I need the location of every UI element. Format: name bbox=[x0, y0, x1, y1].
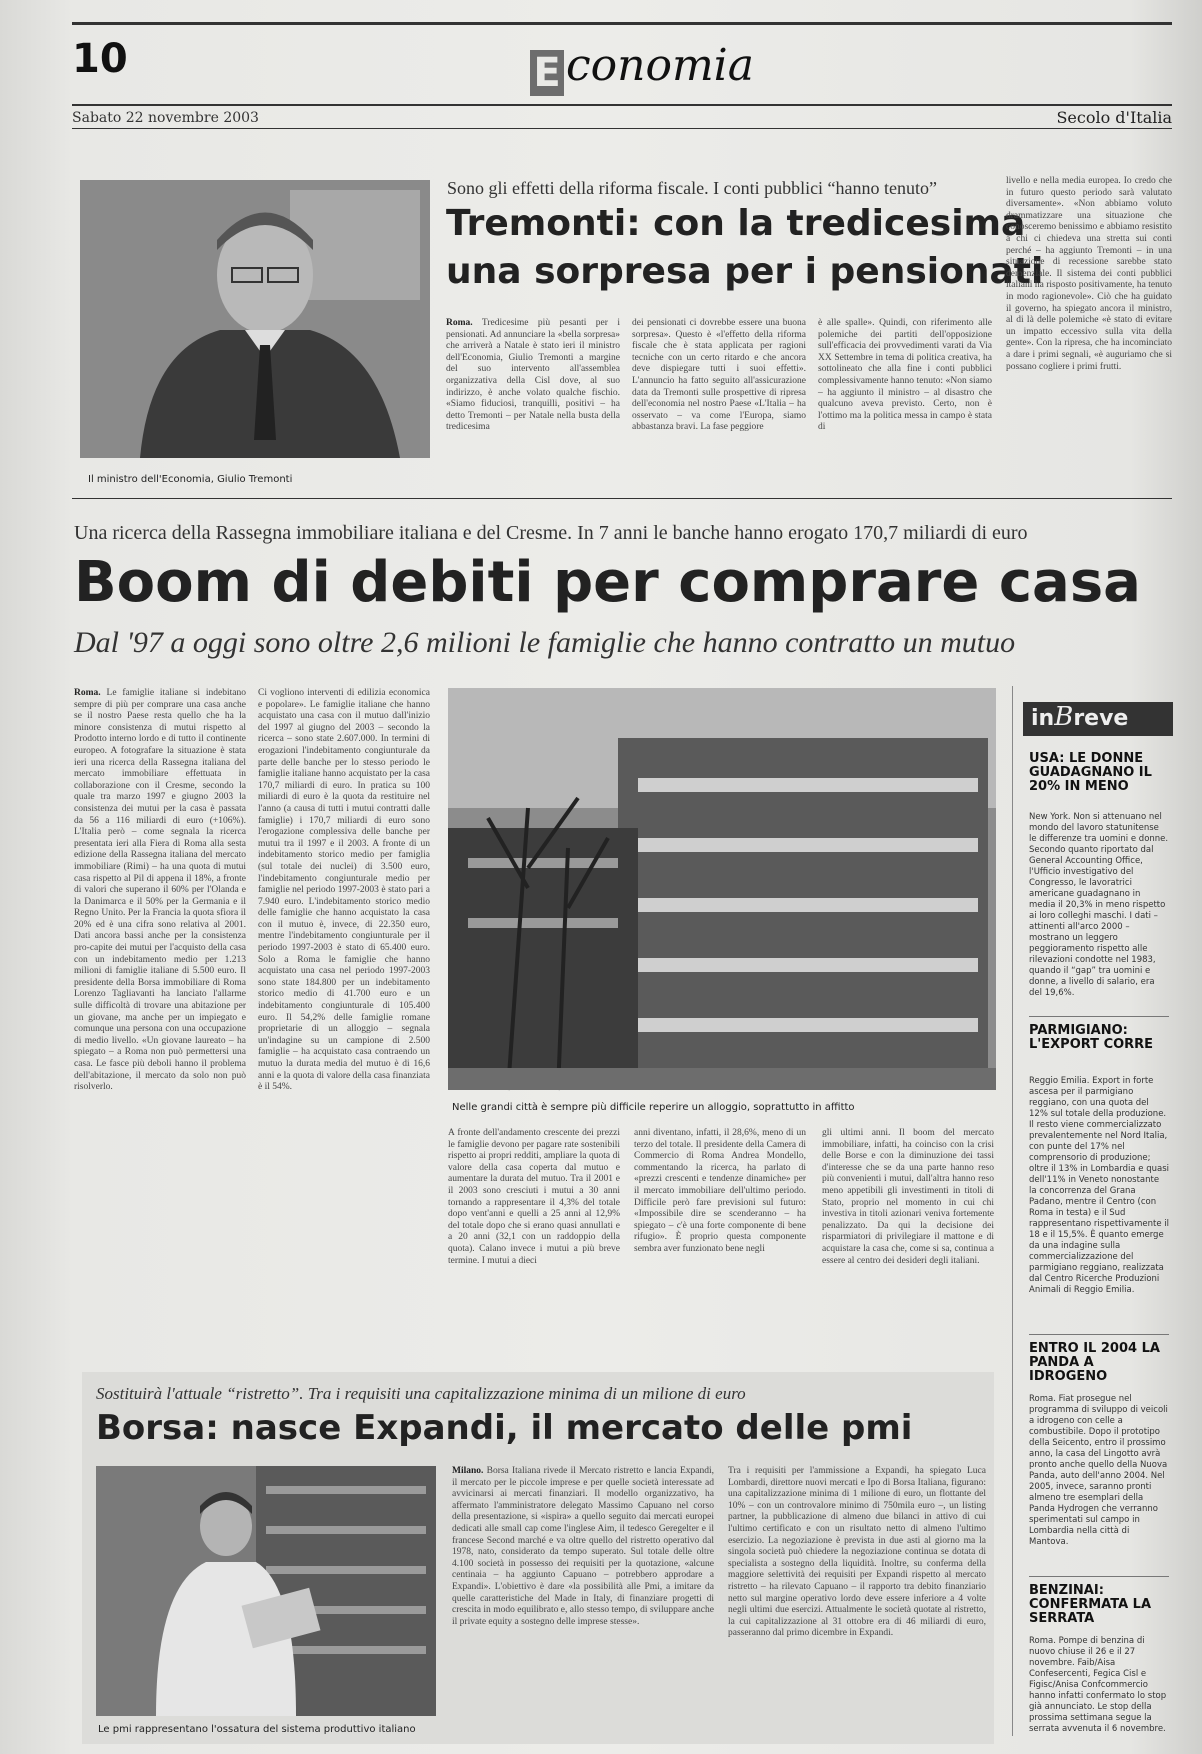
mortgage-headline: Boom di debiti per comprare casa bbox=[74, 550, 1141, 615]
tremonti-headline-line1: Tremonti: con la tredicesima bbox=[446, 203, 1026, 244]
tremonti-kicker: Sono gli effetti della riforma fiscale. I conti pubblici “hanno tenuto” bbox=[447, 178, 938, 198]
mortgage-dateline: Roma. bbox=[74, 688, 101, 698]
newspaper-name: Secolo d'Italia bbox=[1056, 108, 1172, 127]
tremonti-column-1 bbox=[446, 318, 620, 480]
tremonti-photo-caption: Il ministro dell'Economia, Giulio Tremonti bbox=[88, 474, 293, 485]
worker-illustration bbox=[96, 1466, 436, 1716]
inbreve-label bbox=[1023, 702, 1173, 736]
inbreve-sidebar bbox=[1012, 686, 1177, 1736]
mortgage-column-3: A fronte dell'andamento crescente dei prezzi le famiglie devono per pagare rate sostenibili rispetto ai propri redditi, ampliare la quota di valore della casa coperta dal mutuo e aumentare la durata del mutuo. Tra il 2001 e il 2003 sono cresciuti i mutui a 30 anni tornando a rappresentare il 4,3% del totale dopo vent'anni e quelli a 25 anni al 12,9% del totale dopo che si erano quasi annullati e a 20 anni (32,1 con un raddoppio della quota). Calano invece i mutui a più breve termine. I mutui a dieci bbox=[448, 1128, 620, 1266]
brief-text-benzinai: Roma. Pompe di benzina di nuovo chiuse il 26 e il 27 novembre. Faib/Aisa Confesercenti, Fegica Cisl e Figisc/Anisa Confcommercio hanno infatti confermato lo stop già annunciato. Le stop della prossima settimana segue la serrata avvenuta il 6 novembre. bbox=[1029, 1636, 1167, 1734]
top-rule bbox=[72, 22, 1172, 25]
tremonti-dateline: Roma. bbox=[446, 318, 473, 328]
tremonti-column-2: dei pensionati ci dovrebbe essere una buona sorpresa». Questo è «l'effetto della riforma fiscale che è stata applicata per ragioni tecniche con un certo ritardo e che ancora deve dispiegare tutti i suoi effetti». L'annuncio ha fatto seguito all'assicurazione data da Tremonti sulle prospettive di ripresa dell'economia nel nostro Paese «L'Italia – ha osservato – va come l'Europa, siamo abbastanza bravi. La fase peggiore bbox=[632, 318, 806, 433]
portrait-illustration bbox=[80, 180, 430, 458]
brief-divider-1 bbox=[1029, 1016, 1169, 1017]
mortgage-column-2: Ci vogliono interventi di edilizia economica e popolare». Le famiglie italiane che hanno acquistato una casa con il mutuo dall'inizio del 1997 al giugno del 2003 – secondo la ricerca – sono state 2.607.000. In termini di erogazioni l'indebitamento congiunturale da parte delle banche per lo stesso periodo le famiglie italiane hanno acquistato per la casa 170,7 miliardi di euro. In pratica su 100 miliardi di euro è la quota da restituire nel l'anno (a causa di tutti i mutui contratti dalle famiglie) i 170,7 miliardi di euro sono l'erogazione complessiva delle banche per mutui tra il 1997 e il 2003. A fronte di un indebitamento storico medio per famiglia (sul totale dei nuclei) di 3.500 euro, l'indebitamento congiunturale medio per famiglie nel periodo 1997-2003 è stato pari a 7.940 euro. L'indebitamento storico medio delle famiglie che hanno acquistato la casa con il mutuo è, invece, di 22.350 euro, mentre l'indebitamento congiunturale per il periodo 1997-2003 è stato di 65.400 euro. Solo a Roma le famiglie che hanno acquistato una casa nel periodo 1997-2003 sono state 184.800 per un indebitamento storico medio di 41.700 euro e un indebitamento congiunturale di 105.400 euro. Il 54,2% delle famiglie romane proprietarie di un alloggio – segnala un'indagine su un campione di 2.500 famiglie – ha acquistato casa contraendo un mutuo la durata media del mutuo è di 16,6 anni e la quota di valore della casa finanziata è il 54%. bbox=[258, 688, 430, 1093]
brief-title-panda: ENTRO IL 2004 LA PANDA A IDROGENO bbox=[1029, 1341, 1160, 1384]
tremonti-headline-line2: una sorpresa per i pensionati bbox=[446, 251, 1044, 292]
mortgage-column-1-text: Le famiglie italiane si indebitano sempre di più per comprare una casa anche se il nostro Paese resta quello che ha la minore consistenza di mutui rispetto al Prodotto interno lordo e di tutto il continente europeo. A fotografare la situazione è stata ieri una ricerca della Rassegna italiana del mercato immobiliare effettuata in collaborazione con il Cresme, secondo la quale tra marzo 1997 e giugno 2003 la consistenza dei mutui per la casa è passata da 56 a 116 miliardi di euro (+106%). L'Italia però – come segnala la ricerca presentata ieri alla Fiera di Roma alla sesta edizione della Rassegna italiana del mercato immobiliare (Rimi) – ha una quota di mutui casa rispetto al Pil di appena il 18%, a fronte di valori che superano il 60% per l'Olanda e la Danimarca e il 50% per la Germania e il Regno Unito. Per la Francia la quota sfiora il 20% ed è una cifra sono relativa al 2001. Dati ancora bassi anche per la consistenza pro-capite dei mutui per l'acquisto della casa con un indebitamento medio per 1.213 milioni di famiglie italiane di 5.500 euro. Il presidente della Borsa immobiliare di Roma Lorenzo Tagliavanti ha lanciato l'allarme sulle difficoltà di trovare una abitazione per un giovane, ma anche per un impiegato e comunque una persona con una occupazione di medio livello. «Un giovane laureato – ha spiegato – a Roma non può permettersi una casa. Le fasce più deboli hanno il problema dell'abitazione, il mercato da solo non può risolverlo. bbox=[74, 688, 246, 1093]
expandi-column-1-text: Borsa Italiana rivede il Mercato ristretto e lancia Expandi, il mercato per le piccole imprese e per quelle società interessate ad avvicinarsi ai mercati finanziari. Il modello organizzativo, ha affermato l'amministratore delegato Massimo Capuano nel corso della presentazione, si «ispira» a quello seguito dai mercati europei dedicati alle small cap come l'inglese Aim, il tedesco Geregelter e il francese Second marché e va oltre quello del ristretto operativo dal 1978, nato, considerato da tempo superato. Sul totale delle oltre 4.100 società in possesso dei requisiti per la quotazione, «alcune centinaia – ha aggiunto Capuano – potrebbero approdare a Expandi». L'obiettivo è dare «la possibilità alle Pmi, a imitare da quelle caratteristiche del Made in Italy, di finanziare progetti di crescita in modo equilibrato e, allo stesso tempo, di sviluppare anche il private equity a sostegno delle imprese stesse». bbox=[452, 1466, 714, 1627]
section-divider-1 bbox=[72, 498, 1172, 499]
brief-divider-3 bbox=[1029, 1576, 1169, 1577]
expandi-column-2: Tra i requisiti per l'ammissione a Expandi, ha spiegato Luca Lombardi, direttore nuovi mercati e Ipo di Borsa Italiana, figurano: una capitalizzazione minima di 1 milione di euro, un flottante del 10% – con un controvalore minimo di 750mila euro –, un listing partner, la pubblicazione di almeno due bilanci in attivo di cui l'ultimo certificato e con un risultato netto di almeno l'ultimo esercizio. La negoziazione è prevista in due asti al giorno ma la singola società può chiedere la negoziazione continua se dotata di specialista a sostegno della liquidità. Inoltre, su conferma della maggiore selettività dei requisiti per Expandi rispetto al mercato ristretto – ha rilevato Capuano – il rapporto tra debito finanziario netto sul margine operativo lordo deve essere inferiore a 4 volte negli ultimi due esercizi. Attualmente le società quotate al ristretto, la cui capitalizzazione al 31 ottobre era di 46 miliardi di euro, passeranno dal primo dicembre in Expandi. bbox=[728, 1466, 986, 1639]
expandi-headline: Borsa: nasce Expandi, il mercato delle pmi bbox=[96, 1408, 913, 1448]
brief-text-usa: New York. Non si attenuano nel mondo del lavoro statunitense le differenze tra uomini e donne. Secondo quanto riportato dal General Accounting Office, l'Ufficio investigativo del Congresso, le lavoratrici americane guadagnano in media il 20,3% in meno rispetto ai loro colleghi maschi. I dati – attinenti all'arco 2000 – mostrano un leggero peggioramento rispetto alle rilevazioni condotte nel 1983, quando il “gap” tra uomini e donne, a livello di salario, era del 19,6%. bbox=[1029, 812, 1169, 998]
masthead-rule bbox=[72, 104, 1172, 106]
mortgage-column-4: anni diventano, infatti, il 28,6%, meno di un terzo del totale. Il presidente della Camera di Commercio di Roma Andrea Mondello, commentando la ricerca, ha parlato di «prezzi crescenti e tendenze dinamiche» per il mercato immobiliare dell'ultimo periodo. Difficile però fare previsioni sul futuro: «Impossibile dire se scenderanno – ha spiegato – c'è una forte componente di bene rifugio». È proprio questa componente sembra aver funzionato bene negli bbox=[634, 1128, 806, 1254]
mortgage-subheadline: Dal '97 a oggi sono oltre 2,6 milioni le famiglie che hanno contratto un mutuo bbox=[74, 626, 1016, 659]
expandi-dateline: Milano. bbox=[452, 1466, 484, 1476]
building-illustration bbox=[448, 688, 996, 1090]
apartment-photo-caption: Nelle grandi città è sempre più difficile reperire un alloggio, soprattutto in affitto bbox=[452, 1102, 855, 1113]
brief-title-usa: USA: LE DONNE GUADAGNANO IL 20% IN MENO bbox=[1029, 751, 1152, 794]
apartment-building-photo bbox=[448, 688, 996, 1090]
inbreve-label-b: B bbox=[1054, 702, 1074, 732]
expandi-kicker: Sostituirà l'attuale “ristretto”. Tra i requisiti una capitalizzazione minima di un milione di euro bbox=[96, 1384, 746, 1403]
section-initial-block bbox=[530, 50, 564, 96]
section-initial: E bbox=[533, 50, 561, 96]
page-number: 10 bbox=[72, 36, 128, 82]
mortgage-column-5: gli ultimi anni. Il boom del mercato immobiliare, infatti, ha coinciso con la crisi delle Borse e con la diminuzione dei tassi d'interesse che se da una parte hanno reso più convenienti i mutui, dall'altra hanno reso meno appetibili gli investimenti in titoli di Stato, proprio nel momento in cui chi investiva in titoli azionari veniva fortemente penalizzato. Da qui la decisione dei risparmiatori di privilegiare il mattone e di acquistare la casa che, come si sa, continua a essere al centro dei desideri degli italiani. bbox=[822, 1128, 994, 1266]
tremonti-column-3: è alle spalle». Quindi, con riferimento alle polemiche dei partiti dell'opposizione sull'efficacia dei provvedimenti varati da Via XX Settembre in tema di politica creativa, ha sottolineato che alla fine i conti pubblici complessivamente hanno tenuto: «Non siamo – ha aggiunto il ministro – al disastro che qualcuno aveva previsto. Certo, non è l'ottimo ma la politica messa in campo è stata di bbox=[818, 318, 992, 433]
factory-photo-caption: Le pmi rappresentano l'ossatura del sistema produttivo italiano bbox=[98, 1724, 416, 1735]
mortgage-column-1 bbox=[74, 688, 246, 1350]
inbreve-label-rest: reve bbox=[1073, 706, 1129, 731]
factory-worker-photo bbox=[96, 1466, 436, 1716]
tremonti-column-4: livello e nella media europea. Io credo che in futuro questo periodo sarà valutato diversamente». «Non abbiamo voluto drammatizzare una situazione che conosceremo benissimo e abbiamo resistito a chi ci chiedeva una stretta sui conti perché – ha aggiunto Tremonti – in una situazione di recessione sarebbe stato demenziale. Il sistema dei conti pubblici italiani ha risposto positivamente, ha tenuto in modo ragionevole». Ciò che ha guidato il governo, ha spiegato ancora il ministro, al di là delle polemiche «è stato di evitare un impatto eccessivo sulla vita della gente». Con la ripresa, che ha incominciato a dare i primi segnali, «è auguriamo che si possano cogliere i primi frutti. bbox=[1006, 176, 1172, 372]
brief-text-parmigiano: Reggio Emilia. Export in forte ascesa per il parmigiano reggiano, con una quota del 12% sul totale della produzione. Il resto viene commercializzato prevalentemente nel Nord Italia, con punte del 17% nel comprensorio di produzione; oltre il 13% in Lombardia e quasi dell'11% in Veneto nonostante la concorrenza del Grana Padano, mentre il Centro (con Roma in testa) e il Sud rappresentano rispettivamente il 18 e il 15,5%. È quanto emerge da una indagine sulla commercializzazione del parmigiano reggiano, realizzata dal Centro Ricerche Produzioni Animali di Reggio Emilia. bbox=[1029, 1076, 1170, 1295]
brief-divider-2 bbox=[1029, 1334, 1169, 1335]
expandi-column-1 bbox=[452, 1466, 714, 1716]
brief-text-panda: Roma. Fiat prosegue nel programma di sviluppo di veicoli a idrogeno con celle a combustibile. Dopo il prototipo della Seicento, entro il prossimo anno, la casa del Lingotto avrà pronto anche quello della Nuova Panda, auto dell'anno 2004. Nel 2005, invece, saranno pronti almeno tre esemplari della Panda Hydrogen che verranno sperimentati sul campo in Lombardia nella città di Mantova. bbox=[1029, 1394, 1168, 1547]
brief-title-benzinai: BENZINAI: CONFERMATA LA SERRATA bbox=[1029, 1583, 1152, 1626]
brief-title-parmigiano: PARMIGIANO: L'EXPORT CORRE bbox=[1029, 1023, 1154, 1052]
mortgage-kicker: Una ricerca della Rassegna immobiliare italiana e del Cresme. In 7 anni le banche hanno erogato 170,7 miliardi di euro bbox=[74, 522, 1028, 544]
inbreve-label-in: in bbox=[1031, 706, 1055, 731]
date-rule bbox=[72, 128, 1172, 129]
section-title-text: conomia bbox=[566, 40, 754, 91]
tremonti-column-1-text: Tredicesime più pesanti per i pensionati. Ad annunciare la «bella sorpresa» che arriverà a Natale è stato ieri il ministro dell'Economia, Giulio Tremonti a margine del suo intervento all'assemblea organizzativa della Cisl dove, al suo indirizzo, è anche volato qualche fischio. «Siamo fiduciosi, tranquilli, positivi – ha detto Tremonti – per Natale nella busta della tredicesima bbox=[446, 318, 620, 433]
tremonti-photo bbox=[80, 180, 430, 458]
section-title bbox=[530, 40, 754, 96]
issue-date: Sabato 22 novembre 2003 bbox=[72, 110, 259, 126]
